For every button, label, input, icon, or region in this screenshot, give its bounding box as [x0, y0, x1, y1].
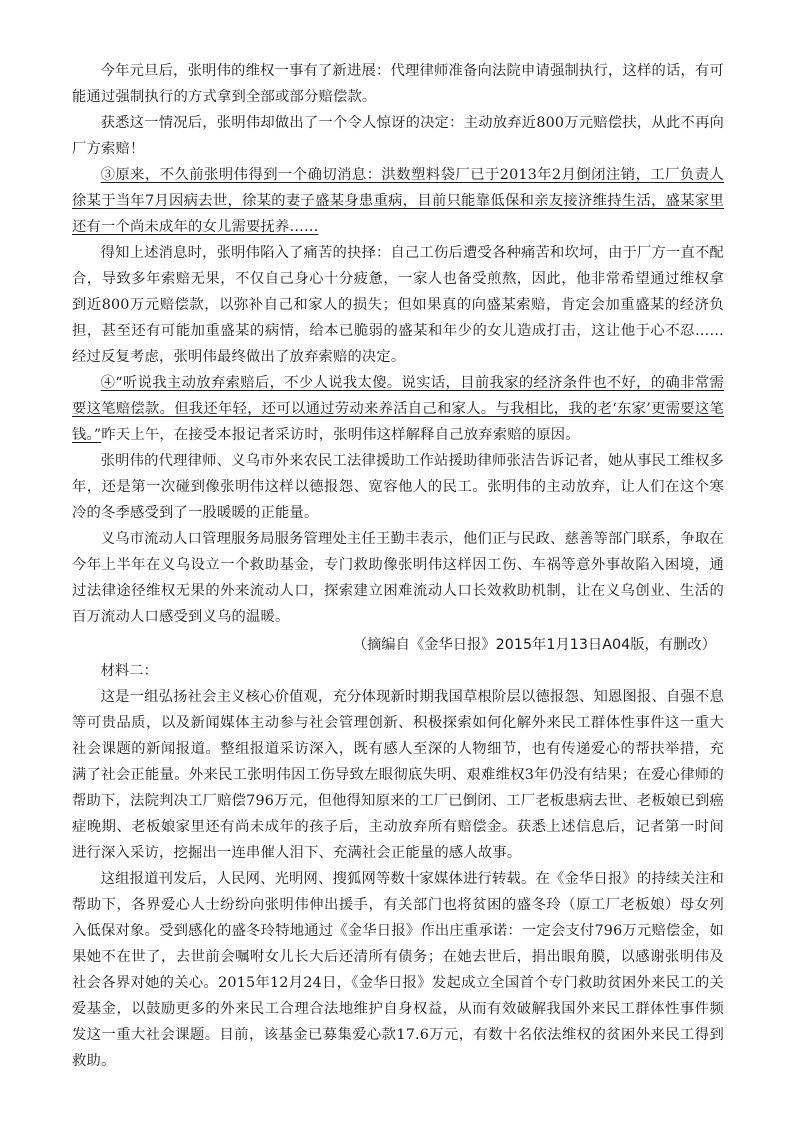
article-paragraph-4: 得知上述消息时，张明伟陷入了痛苦的抉择：自己工伤后遭受各种痛苦和坎坷，由于厂方一直不配合，导致多年索赔无果，不仅自己身心十分疲惫，一家人也备受煎熬，因此，他非常希望通过维权拿到近800万元赔偿款，以弥补自己和家人的损失；但如果真的向盛某索赔，肯定会加重盛某的经济负担，甚至还有可能加重盛某的病情，给本已脆弱的盛某和年少的女儿造成打击，这让他于心不忍……经过反复考虑，张明伟最终做出了放弃索赔的决定。	[72, 245, 724, 365]
article-paragraph-5-rest: 昨天上午，在接受本报记者采访时，张明伟这样解释自己放弃索赔的原因。	[101, 427, 580, 443]
article-paragraph-2: 获悉这一情况后，张明伟却做出了一个令人惊讶的决定：主动放弃近800万元赔偿扶，从此不再向厂方索赔！	[72, 115, 724, 157]
article-paragraph-7: 义乌市流动人口管理服务局服务管理处主任王勤丰表示，他们正与民政、慈善等部门联系，争取在今年上半年在义乌设立一个救助基金，专门救助像张明伟这样因工伤、车祸等意外事故陷入困境，通过法律途径维权无果的外来流动人口，探索建立困难流动人口长效救助机制，让在义乌创业、生活的百万流动人口感受到义乌的温暖。	[72, 531, 724, 625]
article-paragraph-6: 张明伟的代理律师、义乌市外来农民工法律援助工作站援助律师张洁告诉记者，她从事民工维权多年，还是第一次碰到像张明伟这样以德报怨、宽容他人的民工。张明伟的主动放弃，让人们在这个寒冷的冬季感受到了一股暖暖的正能量。	[72, 453, 724, 521]
underlined-passage-4: ④“听说我主动放弃索赔后，不少人说我太傻。说实话，目前我家的经济条件也不好，的确非常需要这笔赔偿款。但我还年轻，还可以通过劳动来养活自己和家人。与我相比，我的老‘东家’更需要这笔钱。”	[72, 375, 724, 443]
underlined-passage-3: ③原来，不久前张明伟得到一个确切消息：洪数塑料袋厂已于2013年2月倒闭注销，工厂负责人徐某于当年7月因病去世，徐某的妻子盛某身患重病，目前只能靠低保和亲友接济维持生活，盛某家里还有一个尚未成年的女儿需要抚养……	[72, 167, 724, 235]
article-source-citation: （摘编自《金华日报》2015年1月13日A04版，有删改）	[352, 637, 716, 653]
material-2-label: 材料二：	[100, 663, 158, 679]
document-page	[72, 58, 724, 1074]
article-paragraph-1: 今年元旦后，张明伟的维权一事有了新进展：代理律师准备向法院申请强制执行，这样的话，有可能通过强制执行的方式拿到全部或部分赔偿款。	[72, 63, 724, 105]
article-paragraph-5	[72, 370, 724, 448]
article-paragraph-3	[72, 162, 724, 240]
material-2-paragraph-2: 这组报道刊发后，人民网、光明网、搜狐网等数十家媒体进行转载。在《金华日报》的持续关注和帮助下，各界爱心人士纷纷向张明伟伸出援手，有关部门也将贫困的盛冬玲（原工厂老板娘）母女列入低保对象。受到感化的盛冬玲特地通过《金华日报》作出庄重承诺：一定会支付796万元赔偿金，如果她不在世了，去世前会嘱咐女儿长大后还清所有债务；在她去世后，捐出眼角膜，以感谢张明伟及社会各界对她的关心。2015年12月24日，《金华日报》发起成立全国首个专门救助贫困外来民工的关爱基金，以鼓励更多的外来民工合理合法地维护自身权益，从而有效破解我国外来民工群体性事件频发这一重大社会课题。目前，该基金已募集爱心款17.6万元，有数十名依法维权的贫困外来民工得到救助。	[72, 871, 724, 1069]
material-2-paragraph-1: 这是一组弘扬社会主义核心价值观，充分体现新时期我国草根阶层以德报怨、知恩图报、自强不息等可贵品质，以及新闻媒体主动参与社会管理创新、积极探索如何化解外来民工群体性事件这一重大社会课题的新闻报道。整组报道采访深入，既有感人至深的人物细节，也有传递爱心的帮扶举措，充满了社会正能量。外来民工张明伟因工伤导致左眼彻底失明、艰难维权3年仍没有结果；在爱心律师的帮助下，法院判决工厂赔偿796万元，但他得知原来的工厂已倒闭、工厂老板患病去世、老板娘已到癌症晚期、老板娘家里还有尚未成年的孩子后，主动放弃所有赔偿金。获悉上述信息后，记者第一时间进行深入采访，挖掘出一连串催人泪下、充满社会正能量的感人故事。	[72, 689, 724, 861]
